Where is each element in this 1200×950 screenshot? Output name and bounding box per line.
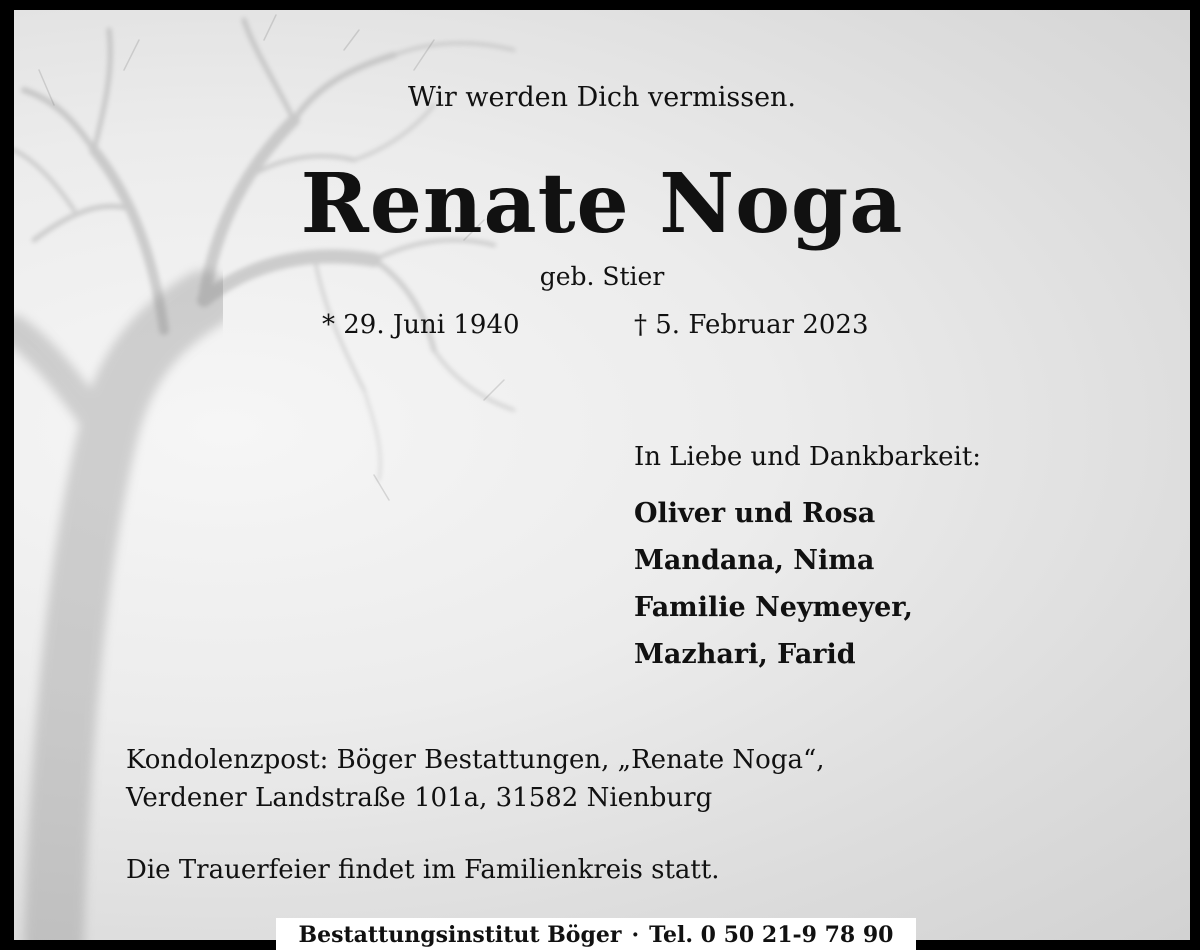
list-item: Mazhari, Farid — [634, 639, 856, 670]
condolence-address-line2: Verdener Landstraße 101a, 31582 Nienburg — [126, 783, 713, 813]
ceremony-note: Die Trauerfeier findet im Familienkreis statt. — [126, 855, 720, 885]
condolence-address-line1: Kondolenzpost: Böger Bestattungen, „Renate Noga“, — [126, 745, 825, 775]
footer-separator: · — [631, 922, 640, 948]
gratitude-line: In Liebe und Dankbarkeit: — [634, 442, 982, 472]
list-item: Oliver und Rosa — [634, 498, 876, 529]
funeral-home-phone: Tel. 0 50 21-9 78 90 — [649, 922, 894, 948]
funeral-home-name: Bestattungsinstitut Böger — [298, 922, 622, 948]
mourners-list — [634, 490, 913, 678]
maiden-name: geb. Stier — [539, 262, 665, 291]
funeral-home-footer — [276, 918, 916, 950]
list-item: Mandana, Nima — [634, 545, 875, 576]
deceased-name: Renate Noga — [300, 156, 904, 252]
list-item: Familie Neymeyer, — [634, 592, 913, 623]
death-date: † 5. Februar 2023 — [634, 310, 869, 340]
tagline: Wir werden Dich vermissen. — [407, 82, 797, 113]
birth-date: * 29. Juni 1940 — [322, 310, 520, 340]
